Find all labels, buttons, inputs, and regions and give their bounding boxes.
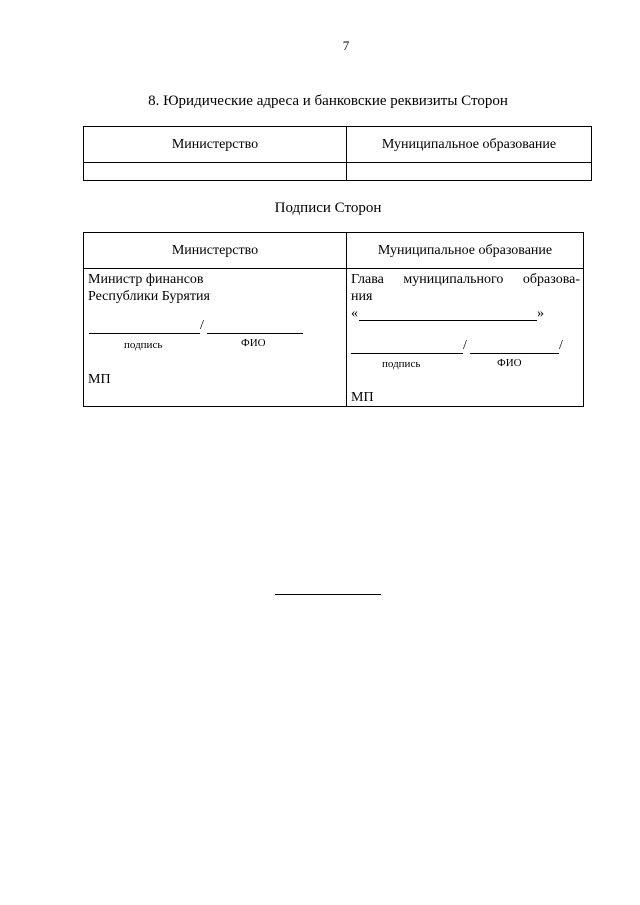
signature-cell-municipality xyxy=(347,269,584,407)
signatures-header-municipality: Муниципальное образование xyxy=(347,233,584,269)
end-of-document-rule xyxy=(275,594,381,595)
section-heading: 8. Юридические адреса и банковские реквизиты Сторон xyxy=(148,93,508,109)
signatures-table xyxy=(83,232,584,407)
separator-slash: / xyxy=(463,338,467,353)
requisites-header-municipality: Муниципальное образование xyxy=(347,127,592,163)
name-label: ФИО xyxy=(497,357,522,369)
separator-slash: / xyxy=(200,318,204,333)
head-title-line1: Глава муниципального образова- xyxy=(351,272,580,287)
name-line xyxy=(207,333,303,334)
quote-close: » xyxy=(537,306,544,321)
name-line xyxy=(470,353,559,354)
name-label: ФИО xyxy=(241,337,266,349)
signature-line xyxy=(89,333,200,334)
minister-title-line1: Министр финансов xyxy=(88,272,204,287)
signature-label: подпись xyxy=(124,339,163,351)
requisites-table xyxy=(83,126,592,181)
minister-title-line2: Республики Бурятия xyxy=(88,289,210,304)
signature-line xyxy=(351,353,463,354)
signature-cell-ministry xyxy=(84,269,347,407)
requisites-cell-municipality xyxy=(347,163,592,181)
stamp-label: МП xyxy=(351,390,374,405)
signatures-heading: Подписи Сторон xyxy=(274,200,382,216)
municipality-name-line xyxy=(359,320,537,321)
stamp-label: МП xyxy=(88,372,111,387)
requisites-header-ministry: Министерство xyxy=(84,127,347,163)
signature-label: подпись xyxy=(382,358,421,370)
page-number: 7 xyxy=(342,38,350,53)
signatures-header-ministry: Министерство xyxy=(84,233,347,269)
separator-slash-end: / xyxy=(559,338,563,353)
quote-open: « xyxy=(351,306,358,321)
head-title-line2: ния xyxy=(351,289,373,304)
requisites-cell-ministry xyxy=(84,163,347,181)
